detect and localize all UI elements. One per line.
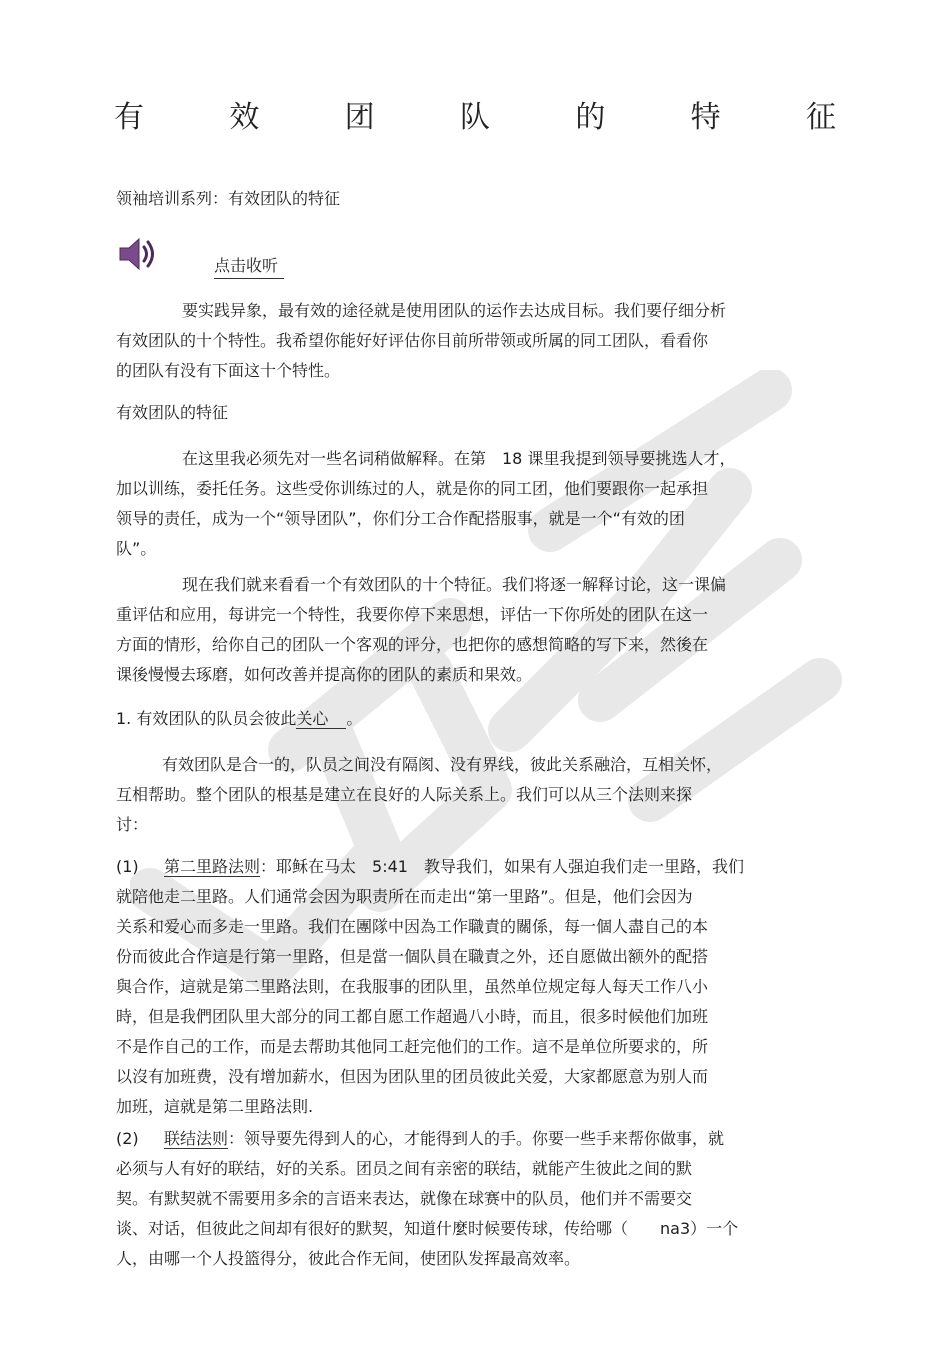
- point-1-suffix: 。: [346, 709, 363, 728]
- paragraph-line: 有效团队是合一的，队员之间没有隔阂、没有界线，彼此关系融洽，互相关怀，: [162, 755, 723, 774]
- paragraph-line: 讨：: [116, 815, 149, 834]
- paragraph-line: 领导的责任，成为一个“领导团队”，你们分工合作配搭服事，就是一个“有效的团: [116, 509, 685, 528]
- law-2-first-line: ：领导要先得到人的心，才能得到人的手。你要一些手来帮你做事，就: [228, 1129, 725, 1148]
- paragraph-line: 重评估和应用，每讲完一个特性，我要你停下来思想，评估一下你所处的团队在这一: [116, 605, 709, 624]
- paragraph-line: 契。有默契就不需要用多余的言语来表达，就像在球赛中的队员，他们并不需要交: [116, 1189, 693, 1208]
- law-1-paragraph: [116, 852, 806, 1122]
- title-char: 特: [690, 100, 721, 135]
- paragraph-line: 不是作自己的工作，而是去帮助其他同工赶完他们的工作。這不是单位所要求的，所: [116, 1037, 709, 1056]
- title-char: 团: [344, 100, 375, 135]
- paragraph-line: 與合作，這就是第二里路法則，在我服事的团队里，虽然单位规定每人每天工作八小: [116, 977, 709, 996]
- paragraph-line: 以沒有加班费，没有增加薪水，但因为团队里的团员彼此关爱，大家都愿意为别人而: [116, 1067, 709, 1086]
- section-heading-text: 有效团队的特征: [116, 403, 229, 422]
- law-2-number: (2): [116, 1129, 139, 1148]
- title-char: 征: [805, 100, 836, 135]
- listen-link[interactable]: 点击收听: [214, 254, 284, 279]
- law-2-paragraph: [116, 1124, 806, 1274]
- document-title: [114, 98, 836, 138]
- paragraph-line: 要实践异象，最有效的途径就是使用团队的运作去达成目标。我们要仔细分析: [182, 301, 727, 320]
- paragraph-line: 互相帮助。整个团队的根基是建立在良好的人际关系上。我们可以从三个法则来探: [116, 785, 693, 804]
- overview-paragraph: [116, 570, 806, 690]
- point-1-prefix: 1. 有效团队的队员会彼此: [116, 709, 297, 728]
- paragraph-line: 关系和爱心而多走一里路。我们在團隊中因為工作職責的關係，每一個人盡自己的本: [116, 917, 709, 936]
- law-1-number: (1): [116, 857, 139, 876]
- title-char: 效: [229, 100, 260, 135]
- paragraph-line: 加班，這就是第二里路法則.: [116, 1097, 314, 1116]
- paragraph-line: 必须与人有好的联结，好的关系。团员之间有亲密的联结，就能产生彼此之间的默: [116, 1159, 693, 1178]
- paragraph-line: 课後慢慢去琢磨，如何改善并提高你的团队的素质和果效。: [116, 665, 533, 684]
- paragraph-line: 人，由哪一个人投篮得分，彼此合作无间，使团队发挥最高效率。: [116, 1249, 581, 1268]
- intro-paragraph: [116, 296, 806, 386]
- paragraph-line: 加以训练，委托任务。这些受你训练过的人，就是你的同工团，他们要跟你一起承担: [116, 479, 709, 498]
- law-2-name: 联结法则: [164, 1129, 229, 1148]
- paragraph-line: 队”。: [116, 539, 157, 558]
- paragraph-line: 的团队有没有下面这十个特性。: [116, 361, 341, 380]
- paragraph-line: 份而彼此合作這是行第一里路，但是當一個队員在職責之外，还自愿做出额外的配搭: [116, 947, 709, 966]
- title-char: 有: [114, 100, 144, 135]
- paragraph-line: 有效团队的十个特性。我希望你能好好评估你目前所带领或所属的同工团队，看看你: [116, 331, 709, 350]
- title-char: 队: [459, 100, 490, 135]
- subtitle: 领袖培训系列：有效团队的特征: [116, 189, 341, 208]
- paragraph-line: 方面的情形，给你自己的团队一个客观的评分，也把你的感想简略的写下来，然後在: [116, 635, 709, 654]
- paragraph-line: 现在我们就来看看一个有效团队的十个特征。我们将逐一解释讨论，这一课偏: [182, 575, 727, 594]
- explain-paragraph: [116, 444, 806, 564]
- law-1-name: 第二里路法则: [164, 857, 261, 876]
- title-char: 的: [575, 100, 606, 135]
- speaker-icon[interactable]: [118, 235, 160, 273]
- point-1-paragraph: [116, 750, 806, 840]
- law-1-first-line: ：耶稣在马太 5:41 教导我们，如果有人强迫我们走一里路，我们: [260, 857, 744, 876]
- paragraph-line: 就陪他走二里路。人们通常会因为职责所在而走出“第一里路”。但是，他们会因为: [116, 887, 693, 906]
- section-heading: [116, 398, 806, 428]
- point-1-heading: [116, 704, 806, 734]
- paragraph-line: 時，但是我們团队里大部分的同工都自愿工作超過八小時，而且，很多时候他们加班: [116, 1007, 709, 1026]
- paragraph-line: 谈、对话，但彼此之间却有很好的默契，知道什麼时候要传球，传给哪（ na3）一个: [116, 1219, 739, 1238]
- point-1-keyword: 关心: [296, 709, 346, 729]
- paragraph-line: 在这里我必须先对一些名词稍做解释。在第 18 课里我提到领导要挑选人才，: [182, 449, 736, 468]
